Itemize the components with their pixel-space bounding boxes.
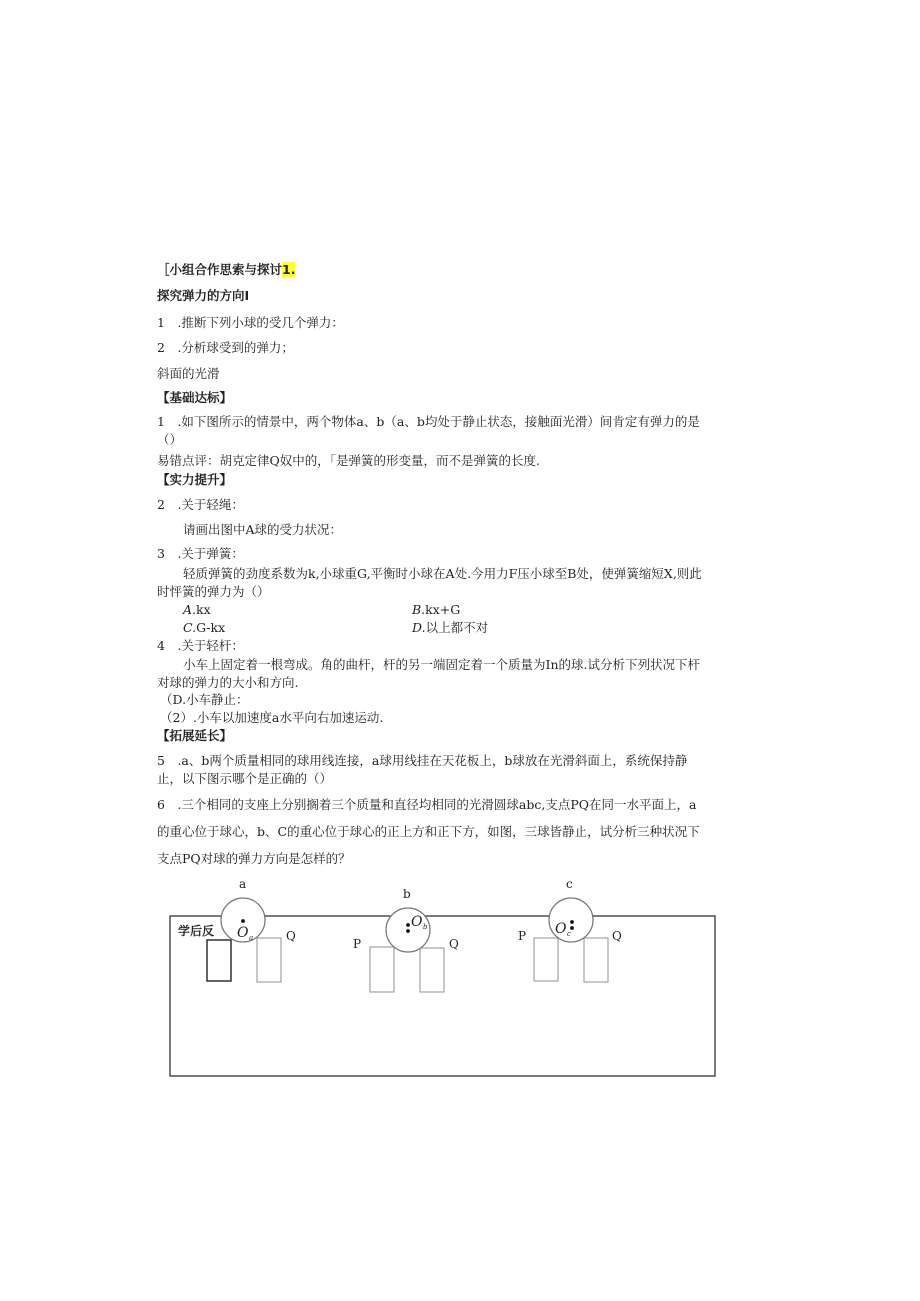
question-rod-part1: （D.小车静止： bbox=[160, 692, 249, 707]
question-6-line2: 的重心位于球心，b、C的重心位于球心的正上方和正下方，如图，三球皆静止，试分析三种状况下 bbox=[157, 824, 700, 839]
error-tip: 易错点评：胡克定律Q奴中的，「是弹簧的形变量，而不是弹簧的长度. bbox=[157, 453, 540, 468]
slope-note: 斜面的光滑 bbox=[157, 366, 220, 381]
section-subtitle: 探究弹力的方向Ⅰ bbox=[157, 288, 250, 303]
reflection-box-label: 学后反 bbox=[178, 924, 215, 938]
question-spring-line1: 轻质弹簧的劲度系数为k,小球重G,平衡时小球在A处.今用力F压小球至B处，使弹簧缩短X,则此 bbox=[183, 566, 702, 581]
question-spring: 3 .关于弹簧： bbox=[157, 546, 244, 561]
center-sub-c: c bbox=[567, 930, 571, 938]
option-a-text: kx bbox=[196, 602, 211, 617]
label-b: b bbox=[403, 887, 411, 901]
section-title-text: ［小组合作思索与探讨 bbox=[157, 262, 283, 277]
basic-heading: 【基础达标】 bbox=[157, 390, 233, 405]
question-rod: 4 .关于轻杆： bbox=[157, 638, 244, 653]
label-q-b: Q bbox=[449, 937, 459, 951]
question-rope-sub: 请画出图中A球的受力状况： bbox=[183, 522, 343, 537]
section-title-highlight: 1. bbox=[282, 262, 296, 277]
question-rod-line2: 对球的弹力的大小和方向. bbox=[157, 675, 299, 690]
basic-q1-line1: 1 .如下图所示的情景中，两个物体a、b（a、b均处于静止状态，接触面光滑）间肯定有弹力的是 bbox=[157, 414, 700, 429]
center-dot-b-upper bbox=[406, 923, 410, 927]
label-q-c: Q bbox=[612, 929, 622, 943]
question-1: 1 .推断下列小球的受几个弹力： bbox=[157, 315, 344, 330]
label-c: c bbox=[566, 877, 573, 891]
label-a: a bbox=[239, 877, 247, 891]
support-p-b bbox=[370, 947, 394, 992]
center-o-a: O bbox=[237, 925, 249, 941]
support-p-a bbox=[207, 940, 231, 981]
question-6-line3: 支点PQ对球的弹力方向是怎样的？ bbox=[157, 851, 351, 866]
basic-q1-line2: （） bbox=[157, 432, 183, 447]
support-q-b bbox=[420, 948, 444, 992]
option-b-label: B. bbox=[412, 602, 426, 617]
center-dot-a bbox=[241, 919, 245, 923]
center-o-c: O bbox=[555, 921, 567, 937]
question-rod-line1: 小车上固定着一根弯成。角的曲杆，杆的另一端固定着一个质量为In的球.试分析下列状况下杆 bbox=[183, 657, 700, 672]
question-5-line1: 5 .a、b两个质量相同的球用线连接，a球用线挂在天花板上，b球放在光滑斜面上，系统保持静 bbox=[157, 753, 688, 768]
support-q-c bbox=[584, 938, 608, 982]
option-d-label: D. bbox=[412, 620, 426, 635]
option-b-text: kx+G bbox=[425, 602, 461, 617]
improve-heading: 【实力提升】 bbox=[157, 472, 233, 487]
option-d-text: 以上都不对 bbox=[425, 620, 489, 635]
question-rod-part2: （2）.小车以加速度a水平向右加速运动. bbox=[160, 710, 384, 725]
support-p-c bbox=[534, 938, 558, 981]
option-c-text: G-kx bbox=[196, 620, 226, 635]
option-c-label: C. bbox=[183, 620, 197, 635]
question-spring-line2: 时怦簧的弹力为（） bbox=[157, 584, 270, 599]
label-p-b: P bbox=[353, 937, 362, 951]
center-sub-a: a bbox=[249, 934, 254, 942]
question-rope: 2 .关于轻绳： bbox=[157, 497, 244, 512]
extend-heading: 【拓展延长】 bbox=[157, 728, 233, 743]
center-sub-b: b bbox=[423, 923, 428, 931]
center-dot-c-upper bbox=[570, 920, 574, 924]
center-o-b: O bbox=[411, 914, 423, 930]
support-q-a bbox=[257, 938, 281, 982]
label-q-a: Q bbox=[286, 929, 296, 943]
label-p-c: P bbox=[518, 929, 527, 943]
question-2: 2 .分析球受到的弹力； bbox=[157, 340, 294, 355]
question-5-line2: 止，以下图示哪个是正确的（） bbox=[157, 771, 333, 786]
option-a-label: A. bbox=[183, 602, 197, 617]
center-dot-b-lower bbox=[406, 929, 410, 933]
question-6-line1: 6 .三个相同的支座上分别搁着三个质量和直径均相同的光滑圆球abc,支点PQ在同一水平面上，a bbox=[157, 797, 697, 812]
